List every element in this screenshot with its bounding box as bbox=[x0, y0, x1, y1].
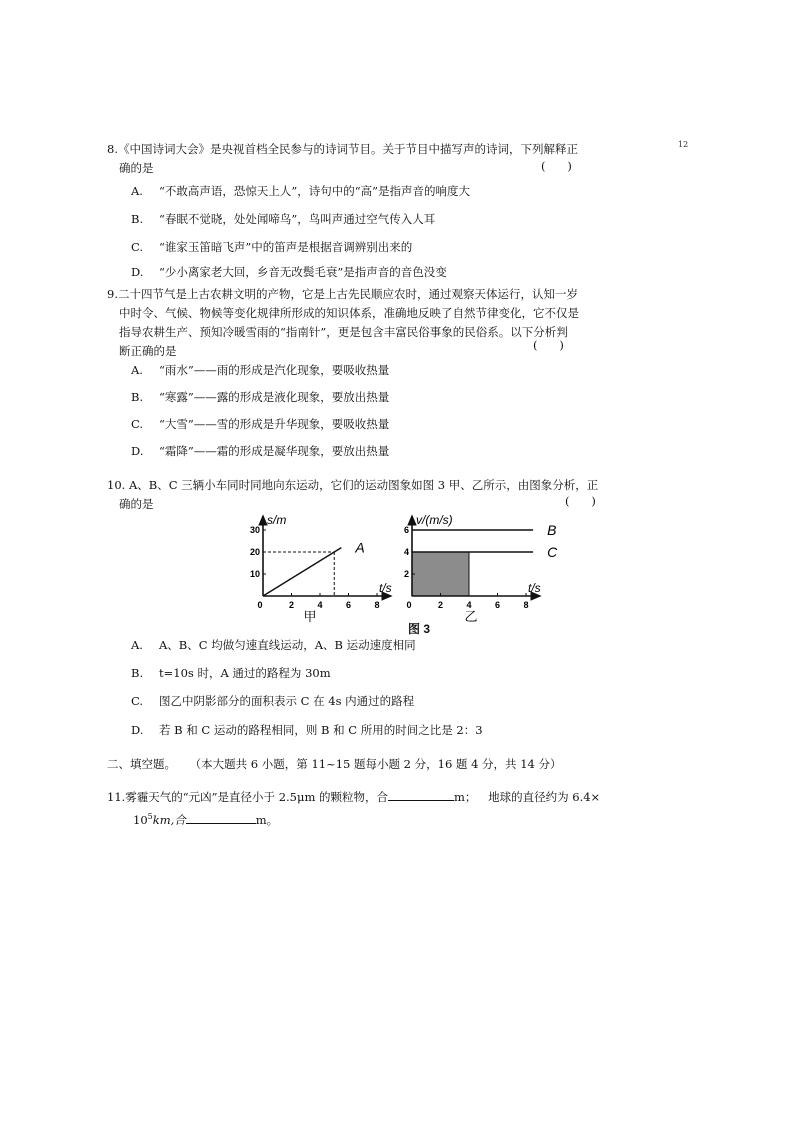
y-tick-label: 30 bbox=[249, 525, 260, 535]
figure-3-svg bbox=[249, 513, 558, 634]
option-text: t=10s 时，A 通过的路程为 30m bbox=[159, 666, 331, 680]
x-tick-label: 6 bbox=[345, 600, 352, 610]
option-letter: B. bbox=[131, 212, 144, 226]
option-text: “大雪”——雪的形成是升华现象，要吸收热量 bbox=[159, 417, 390, 431]
q8-line-2: 确的是 bbox=[119, 161, 154, 175]
x-axis-label: t/s bbox=[528, 581, 541, 595]
q8-option-b bbox=[131, 211, 435, 227]
option-letter: A. bbox=[131, 638, 143, 652]
x-axis-label: t/s bbox=[379, 581, 392, 595]
section-2-note: （本大题共 6 小题，第 11~15 题每小题 2 分，16 题 4 分，共 14 分） bbox=[189, 757, 562, 771]
q9-line-3: 指导农耕生产、预知冷暖雪雨的“指南针”，更是包含丰富民俗事象的民俗系。以下分析判 bbox=[119, 325, 568, 339]
question-9-stem bbox=[107, 285, 647, 361]
q11-unit-1: m； bbox=[454, 790, 477, 804]
option-letter: B. bbox=[131, 666, 144, 680]
question-10-stem bbox=[107, 476, 637, 514]
q9-line-1: 9.二十四节气是上古农耕文明的产物，它是上古先民顺应农时，通过观察天体运行，认知一岁 bbox=[107, 287, 578, 301]
option-text: “不敢高声语，恐惊天上人”，诗句中的“高”是指声音的响度大 bbox=[159, 184, 471, 198]
option-letter: D. bbox=[131, 723, 144, 737]
y-tick-label: 4 bbox=[403, 547, 409, 557]
q8-option-c bbox=[131, 239, 412, 255]
q11-km: km,合 bbox=[152, 812, 186, 827]
question-11 bbox=[107, 788, 600, 830]
x-tick-label: 2 bbox=[288, 600, 295, 610]
q11-text-1: 11.雾霾天气的“元凶”是直径小于 2.5μm 的颗粒物，合 bbox=[107, 790, 389, 804]
option-text: “少小离家老大回，乡音无改鬓毛衰”是指声音的音色没变 bbox=[159, 265, 447, 279]
y-tick-label: 6 bbox=[403, 525, 409, 535]
q8-answer-paren: ( ) bbox=[541, 159, 572, 173]
chart-v-t bbox=[404, 513, 558, 610]
q11-blank-2[interactable] bbox=[186, 823, 256, 824]
x-tick-label: 6 bbox=[494, 600, 501, 610]
figure-right-label: 乙 bbox=[464, 609, 478, 624]
option-text: A、B、C 均做匀速直线运动，A、B 运动速度相同 bbox=[159, 638, 416, 652]
chart-s-t bbox=[250, 513, 392, 610]
section-2-heading bbox=[107, 756, 561, 772]
q10-option-b bbox=[131, 665, 331, 681]
y-axis-label: v/(m/s) bbox=[416, 513, 453, 527]
option-letter: D. bbox=[131, 265, 144, 279]
q9-answer-paren: ( ) bbox=[533, 338, 564, 352]
option-letter: B. bbox=[131, 390, 144, 404]
option-letter: C. bbox=[131, 694, 144, 708]
x-tick-label: 0 bbox=[406, 600, 412, 610]
q11-line-1 bbox=[107, 788, 600, 807]
q8-line-1: 8.《中国诗词大会》是央视首档全民参与的诗词节目。关于节目中描写声的诗词，下列解释正 bbox=[107, 142, 578, 156]
q11-line-2 bbox=[107, 807, 600, 830]
q11-blank-1[interactable] bbox=[388, 800, 454, 801]
option-letter: A. bbox=[131, 363, 143, 377]
y-axis-label: s/m bbox=[267, 513, 287, 527]
option-text: “寒露”——露的形成是液化现象，要放出热量 bbox=[159, 390, 390, 404]
x-tick-label: 2 bbox=[437, 600, 444, 610]
option-letter: C. bbox=[131, 240, 144, 254]
figure-left-label: 甲 bbox=[303, 609, 317, 624]
page-number: 12 bbox=[678, 140, 689, 149]
x-tick-label: 0 bbox=[257, 600, 263, 610]
series-label-b: B bbox=[547, 522, 557, 538]
q9-line-2: 中时令、气候、物候等变化规律所形成的知识体系，准确地反映了自然节律变化，它不仅是 bbox=[119, 306, 579, 320]
q10-line-1: 10. A、B、C 三辆小车同时同地向东运动，它们的运动图象如图 3 甲、乙所示，由图象分析，正 bbox=[107, 478, 599, 492]
q10-answer-paren: ( ) bbox=[565, 494, 596, 508]
q11-unit-2: m。 bbox=[255, 812, 279, 827]
q9-line-4: 断正确的是 bbox=[119, 344, 177, 358]
x-tick-label: 8 bbox=[523, 600, 529, 610]
q10-line-2: 确的是 bbox=[119, 497, 154, 511]
option-text: “谁家玉笛暗飞声”中的笛声是根据音调辨别出来的 bbox=[159, 240, 413, 254]
series-label-a: A bbox=[355, 539, 365, 556]
y-tick-label: 10 bbox=[249, 569, 260, 579]
q9-option-c bbox=[131, 416, 389, 432]
section-2-title: 二、填空题。 bbox=[107, 757, 176, 771]
figure-caption: 图 3 bbox=[408, 622, 431, 636]
option-text: “雨水”——雨的形成是汽化现象，要吸收热量 bbox=[159, 363, 390, 377]
q10-option-a bbox=[131, 637, 416, 653]
x-tick-label: 8 bbox=[374, 600, 380, 610]
series-line-a bbox=[263, 548, 341, 596]
option-text: “春眠不觉晓，处处闻啼鸟”，鸟叫声通过空气传入人耳 bbox=[159, 212, 436, 226]
option-letter: A. bbox=[131, 184, 143, 198]
option-letter: D. bbox=[131, 444, 144, 458]
x-tick-label: 4 bbox=[466, 600, 472, 610]
option-text: 图乙中阴影部分的面积表示 C 在 4s 内通过的路程 bbox=[159, 694, 415, 708]
series-label-c: C bbox=[547, 544, 558, 560]
q10-option-d bbox=[131, 722, 483, 738]
option-text: 若 B 和 C 运动的路程相同，则 B 和 C 所用的时间之比是 2：3 bbox=[159, 723, 483, 737]
q9-option-b bbox=[131, 389, 389, 405]
q11-base: 10 bbox=[133, 812, 148, 827]
x-tick-label: 4 bbox=[317, 600, 323, 610]
figure-3 bbox=[249, 513, 558, 634]
option-letter: C. bbox=[131, 417, 144, 431]
q8-option-a bbox=[131, 183, 470, 199]
q10-option-c bbox=[131, 693, 414, 709]
y-tick-label: 20 bbox=[249, 547, 260, 557]
q11-text-2: 地球的直径约为 6.4× bbox=[488, 790, 601, 804]
q9-option-a bbox=[131, 362, 389, 378]
y-tick-label: 2 bbox=[403, 569, 409, 579]
q9-option-d bbox=[131, 443, 389, 459]
q8-option-d bbox=[131, 264, 447, 280]
option-text: “霜降”——霜的形成是凝华现象，要放出热量 bbox=[159, 444, 390, 458]
shaded-area bbox=[412, 552, 469, 596]
q11-exponent: 5 bbox=[147, 812, 153, 821]
